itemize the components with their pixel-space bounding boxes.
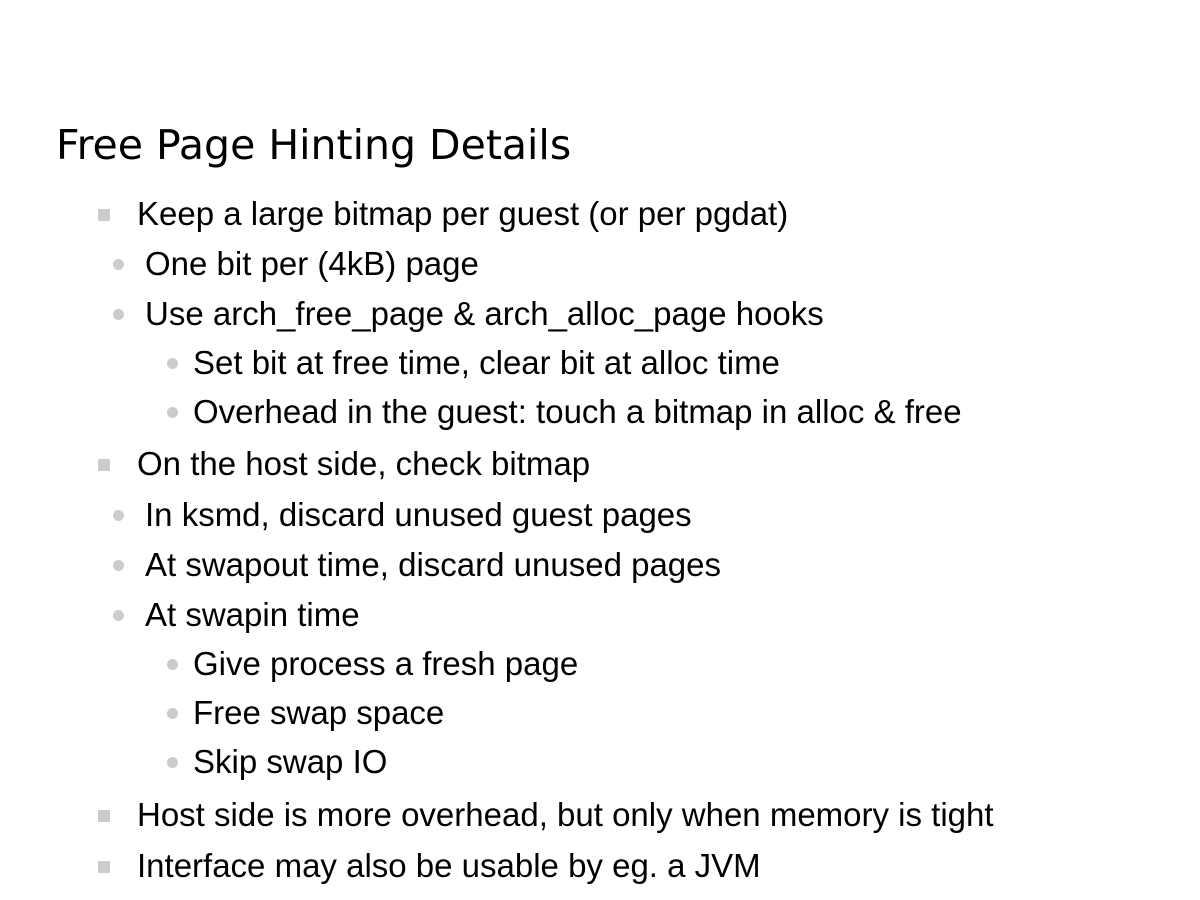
- square-bullet-icon: [98, 209, 110, 221]
- dot-bullet-icon: [113, 510, 124, 521]
- dot-bullet-icon: [167, 708, 178, 719]
- bullet-text: Set bit at free time, clear bit at alloc time: [193, 344, 780, 381]
- slide-title: Free Page Hinting Details: [56, 121, 572, 169]
- bullet-text: Overhead in the guest: touch a bitmap in alloc & free: [193, 393, 962, 430]
- bullet-text: In ksmd, discard unused guest pages: [145, 496, 692, 533]
- bullet-text: At swapout time, discard unused pages: [145, 546, 722, 583]
- bullet-text: On the host side, check bitmap: [137, 445, 591, 482]
- dot-bullet-icon: [113, 560, 124, 571]
- dot-bullet-icon: [113, 309, 124, 320]
- bullet-text: Keep a large bitmap per guest (or per pgdat): [137, 195, 789, 232]
- bullet-text: Free swap space: [193, 694, 445, 731]
- bullet-text: One bit per (4kB) page: [145, 245, 479, 282]
- dot-bullet-icon: [113, 610, 124, 621]
- bullet-text: Use arch_free_page & arch_alloc_page hooks: [145, 295, 824, 332]
- square-bullet-icon: [98, 861, 110, 873]
- bullet-text: Host side is more overhead, but only when memory is tight: [137, 796, 994, 833]
- dot-bullet-icon: [167, 659, 178, 670]
- bullet-text: Skip swap IO: [193, 743, 388, 780]
- bullet-text: At swapin time: [145, 596, 360, 633]
- dot-bullet-icon: [113, 259, 124, 270]
- bullet-text: Give process a fresh page: [193, 645, 579, 682]
- dot-bullet-icon: [167, 757, 178, 768]
- dot-bullet-icon: [167, 407, 178, 418]
- square-bullet-icon: [98, 810, 110, 822]
- bullet-text: Interface may also be usable by eg. a JVM: [137, 847, 761, 884]
- square-bullet-icon: [98, 459, 110, 471]
- dot-bullet-icon: [167, 358, 178, 369]
